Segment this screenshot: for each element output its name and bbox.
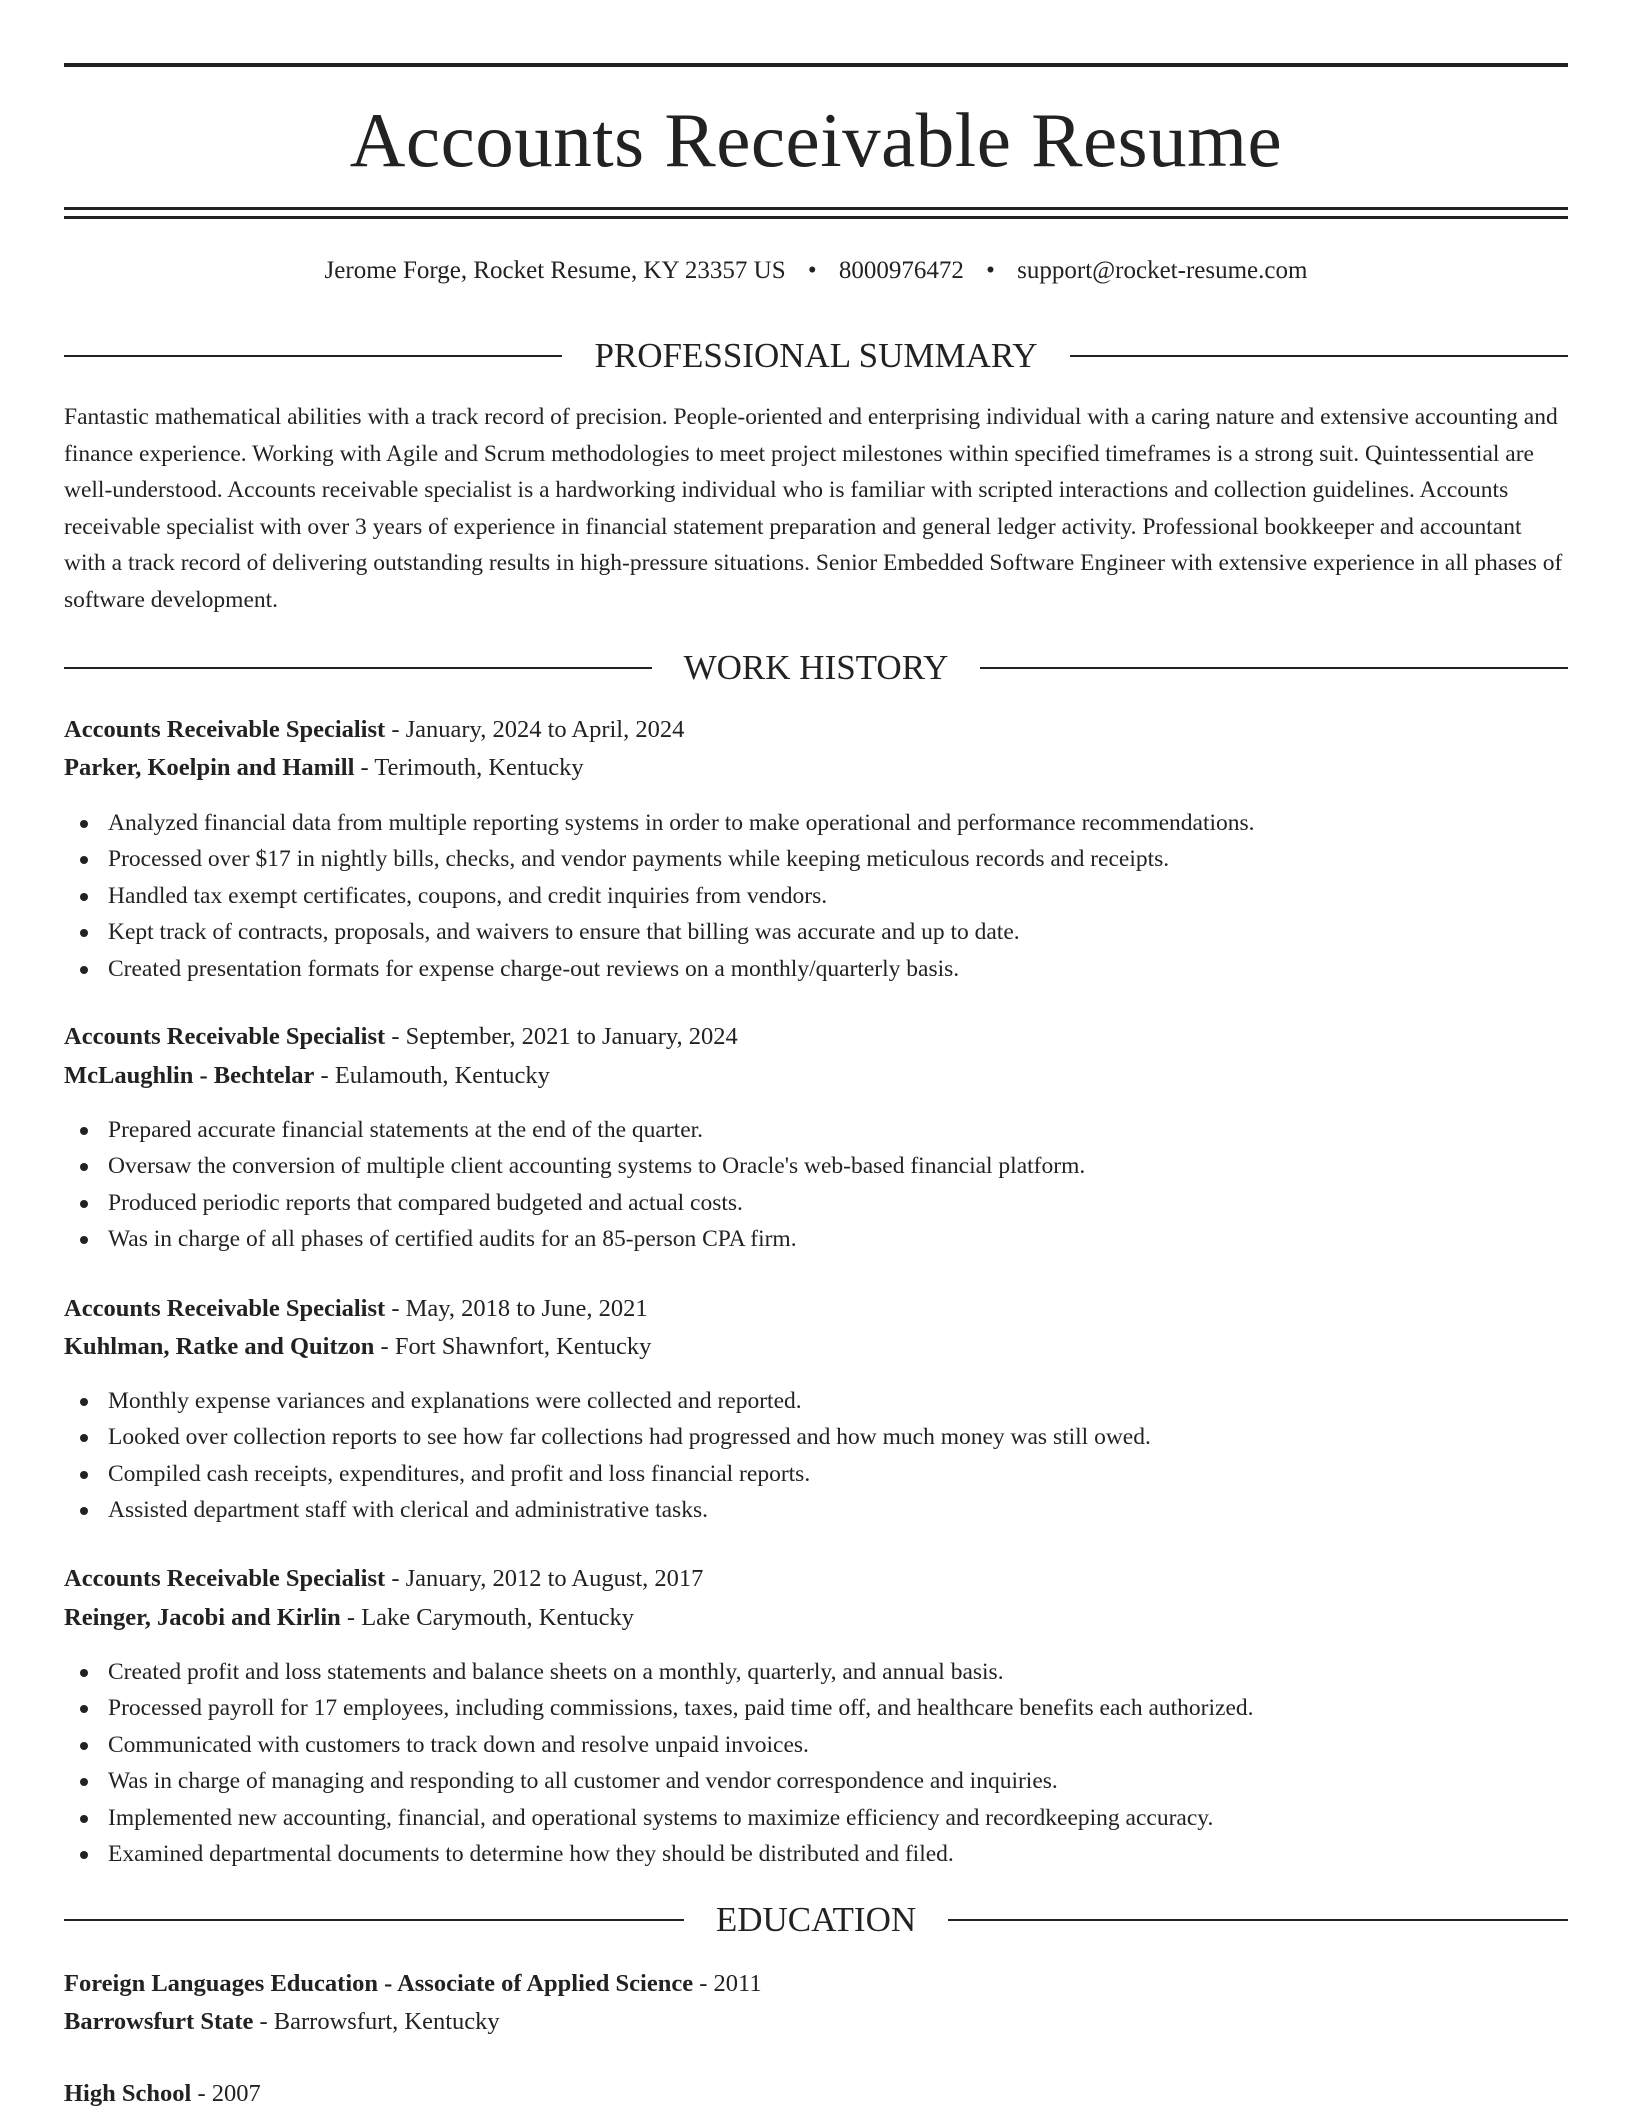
contact-email: support@rocket-resume.com xyxy=(1017,257,1308,284)
list-item: Was in charge of managing and responding to all customer and vendor correspondence and inquiries. xyxy=(64,1763,1568,1799)
job-dates: - January, 2012 to August, 2017 xyxy=(385,1565,704,1592)
list-item: Created presentation formats for expense charge-out reviews on a monthly/quarterly basis. xyxy=(64,951,1568,987)
job-company-line xyxy=(64,1601,634,1635)
education-year: - 2011 xyxy=(693,1970,762,1997)
job-title: Accounts Receivable Specialist xyxy=(64,1295,386,1322)
job-title-line xyxy=(64,1292,648,1326)
title-double-rule-lower xyxy=(64,216,1568,219)
job-company-line xyxy=(64,1330,651,1364)
job-company: Kuhlman, Ratke and Quitzon xyxy=(64,1333,375,1360)
job-company: McLaughlin - Bechtelar xyxy=(64,1062,315,1089)
education-school: Barrowsfurt State xyxy=(64,2008,254,2035)
education-year: - 2007 xyxy=(191,2080,261,2107)
section-heading-summary xyxy=(64,336,1568,376)
section-heading-work-history xyxy=(64,648,1568,688)
job-title-line xyxy=(64,1562,703,1596)
job-title: Accounts Receivable Specialist xyxy=(64,716,386,743)
list-item: Kept track of contracts, proposals, and waivers to ensure that billing was accurate and up to date. xyxy=(64,914,1568,950)
list-item: Compiled cash receipts, expenditures, and profit and loss financial reports. xyxy=(64,1456,1568,1492)
job-company: Reinger, Jacobi and Kirlin xyxy=(64,1604,341,1631)
job-location: - Eulamouth, Kentucky xyxy=(314,1062,550,1089)
education-degree: Foreign Languages Education - Associate of Applied Science xyxy=(64,1970,694,1997)
title-double-rule-upper xyxy=(64,207,1568,210)
contact-phone: 8000976472 xyxy=(838,257,964,284)
list-item: Looked over collection reports to see how far collections had progressed and how much money was still owed. xyxy=(64,1419,1568,1455)
list-item: Oversaw the conversion of multiple client accounting systems to Oracle's web-based financial platform. xyxy=(64,1148,1568,1184)
heading-rule-left xyxy=(64,355,562,357)
education-degree-line xyxy=(64,1967,762,2001)
list-item: Assisted department staff with clerical and administrative tasks. xyxy=(64,1492,1568,1528)
list-item: Processed over $17 in nightly bills, checks, and vendor payments while keeping meticulous records and receipts. xyxy=(64,841,1568,877)
page-title: Accounts Receivable Resume xyxy=(349,97,1283,183)
section-heading-education xyxy=(64,1900,1568,1940)
heading-rule-right xyxy=(1070,355,1568,357)
job-bullet-list xyxy=(64,805,1568,987)
education-degree-line xyxy=(64,2077,261,2111)
top-rule xyxy=(64,63,1568,67)
job-company: Parker, Koelpin and Hamill xyxy=(64,754,355,781)
education-location: - Barrowsfurt, Kentucky xyxy=(253,2008,500,2035)
list-item: Examined departmental documents to determine how they should be distributed and filed. xyxy=(64,1836,1568,1872)
list-item: Prepared accurate financial statements at the end of the quarter. xyxy=(64,1112,1568,1148)
heading-rule-right xyxy=(948,1919,1568,1921)
list-item: Processed payroll for 17 employees, including commissions, taxes, paid time off, and healthcare benefits each authorized. xyxy=(64,1690,1568,1726)
list-item: Created profit and loss statements and balance sheets on a monthly, quarterly, and annual basis. xyxy=(64,1654,1568,1690)
job-title-line xyxy=(64,713,684,747)
contact-line xyxy=(64,254,1568,288)
job-title: Accounts Receivable Specialist xyxy=(64,1565,386,1592)
heading-rule-left xyxy=(64,1919,684,1921)
summary-paragraph: Fantastic mathematical abilities with a track record of precision. People-oriented and enterprising individual with a caring nature and extensive accounting and finance experience. Working with Agile and Scrum methodologies to meet project milestones within specified timeframes is a strong suit. Quintessential are well-understood. Accounts receivable specialist is a hardworking individual who is familiar with scripted interactions and collection guidelines. Accounts receivable specialist with over 3 years of experience in financial statement preparation and general ledger activity. Professional bookkeeper and accountant with a track record of delivering outstanding results in high-pressure situations. Senior Embedded Software Engineer with extensive experience in all phases of software development. xyxy=(64,404,1563,613)
heading-rule-left xyxy=(64,667,652,669)
list-item: Implemented new accounting, financial, and operational systems to maximize efficiency and recordkeeping accuracy. xyxy=(64,1800,1568,1836)
job-dates: - September, 2021 to January, 2024 xyxy=(385,1023,738,1050)
job-title-line xyxy=(64,1020,738,1054)
list-item: Handled tax exempt certificates, coupons, and credit inquiries from vendors. xyxy=(64,878,1568,914)
education-degree: High School xyxy=(64,2080,192,2107)
heading-rule-right xyxy=(980,667,1568,669)
list-item: Produced periodic reports that compared budgeted and actual costs. xyxy=(64,1185,1568,1221)
job-location: - Fort Shawnfort, Kentucky xyxy=(374,1333,652,1360)
job-bullet-list xyxy=(64,1654,1568,1872)
job-company-line xyxy=(64,751,584,785)
job-bullet-list xyxy=(64,1383,1568,1529)
list-item: Monthly expense variances and explanations were collected and reported. xyxy=(64,1383,1568,1419)
job-title: Accounts Receivable Specialist xyxy=(64,1023,386,1050)
section-heading-label: WORK HISTORY xyxy=(683,648,949,687)
job-company-line xyxy=(64,1059,550,1093)
list-item: Communicated with customers to track down and resolve unpaid invoices. xyxy=(64,1727,1568,1763)
contact-address: Jerome Forge, Rocket Resume, KY 23357 US xyxy=(324,257,786,284)
list-item: Was in charge of all phases of certified audits for an 85-person CPA firm. xyxy=(64,1221,1568,1257)
contact-separator: • xyxy=(807,257,817,284)
section-heading-label: EDUCATION xyxy=(715,1900,917,1939)
list-item: Analyzed financial data from multiple reporting systems in order to make operational and performance recommendations. xyxy=(64,805,1568,841)
section-heading-label: PROFESSIONAL SUMMARY xyxy=(594,336,1038,375)
education-school-line xyxy=(64,2005,500,2039)
job-dates: - January, 2024 to April, 2024 xyxy=(385,716,685,743)
job-location: - Terimouth, Kentucky xyxy=(354,754,584,781)
job-dates: - May, 2018 to June, 2021 xyxy=(385,1295,648,1322)
job-location: - Lake Carymouth, Kentucky xyxy=(340,1604,635,1631)
contact-separator: • xyxy=(986,257,995,284)
job-bullet-list xyxy=(64,1112,1568,1258)
